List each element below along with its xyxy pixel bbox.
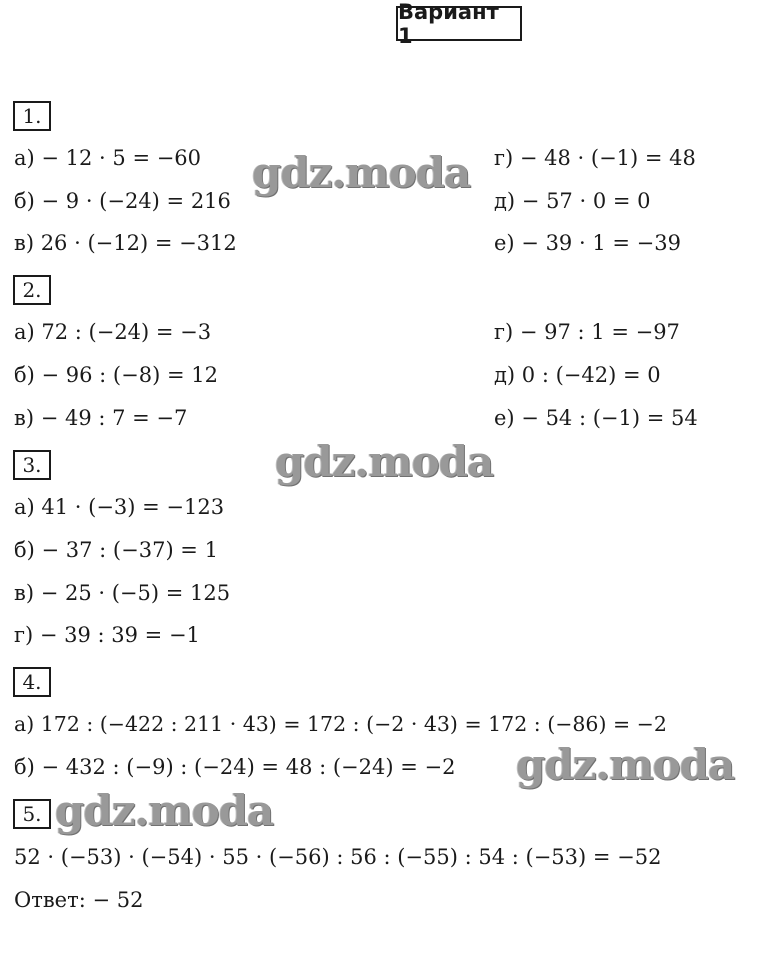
- variant-title: Вариант 1: [396, 6, 522, 41]
- task-3-v: в) − 25 · (−5) = 125: [14, 581, 231, 605]
- task-2-b: б) − 96 : (−8) = 12: [14, 363, 218, 387]
- task-3-number: 3.: [13, 450, 51, 480]
- task-1-e: е) − 39 · 1 = −39: [494, 231, 681, 255]
- watermark-logo: gdz.moda: [516, 740, 735, 789]
- task-2-number: 2.: [13, 275, 51, 305]
- task-4-b: б) − 432 : (−9) : (−24) = 48 : (−24) = −2: [14, 755, 456, 779]
- task-3-a: а) 41 · (−3) = −123: [14, 495, 225, 519]
- task-5-expression: 52 · (−53) · (−54) · 55 · (−56) : 56 : (−55) : 54 : (−53) = −52: [14, 845, 662, 869]
- task-1-d: д) − 57 · 0 = 0: [494, 189, 651, 213]
- task-2-d: д) 0 : (−42) = 0: [494, 363, 661, 387]
- task-3-g: г) − 39 : 39 = −1: [14, 623, 200, 647]
- watermark-logo: gdz.moda: [275, 437, 494, 486]
- task-2-a: а) 72 : (−24) = −3: [14, 320, 212, 344]
- watermark-logo: gdz.moda: [55, 786, 274, 835]
- task-1-a: а) − 12 · 5 = −60: [14, 146, 202, 170]
- task-1-g: г) − 48 · (−1) = 48: [494, 146, 696, 170]
- task-2-g: г) − 97 : 1 = −97: [494, 320, 680, 344]
- task-4-a: а) 172 : (−422 : 211 · 43) = 172 : (−2 · 43) = 172 : (−86) = −2: [14, 712, 667, 736]
- task-5-answer: Ответ: − 52: [14, 888, 144, 912]
- task-5-number: 5.: [13, 799, 51, 829]
- task-3-b: б) − 37 : (−37) = 1: [14, 538, 218, 562]
- task-1-v: в) 26 · (−12) = −312: [14, 231, 237, 255]
- task-4-number: 4.: [13, 667, 51, 697]
- task-1-b: б) − 9 · (−24) = 216: [14, 189, 231, 213]
- task-1-number: 1.: [13, 101, 51, 131]
- task-2-v: в) − 49 : 7 = −7: [14, 406, 188, 430]
- watermark-logo: gdz.moda: [252, 148, 471, 197]
- task-2-e: е) − 54 : (−1) = 54: [494, 406, 698, 430]
